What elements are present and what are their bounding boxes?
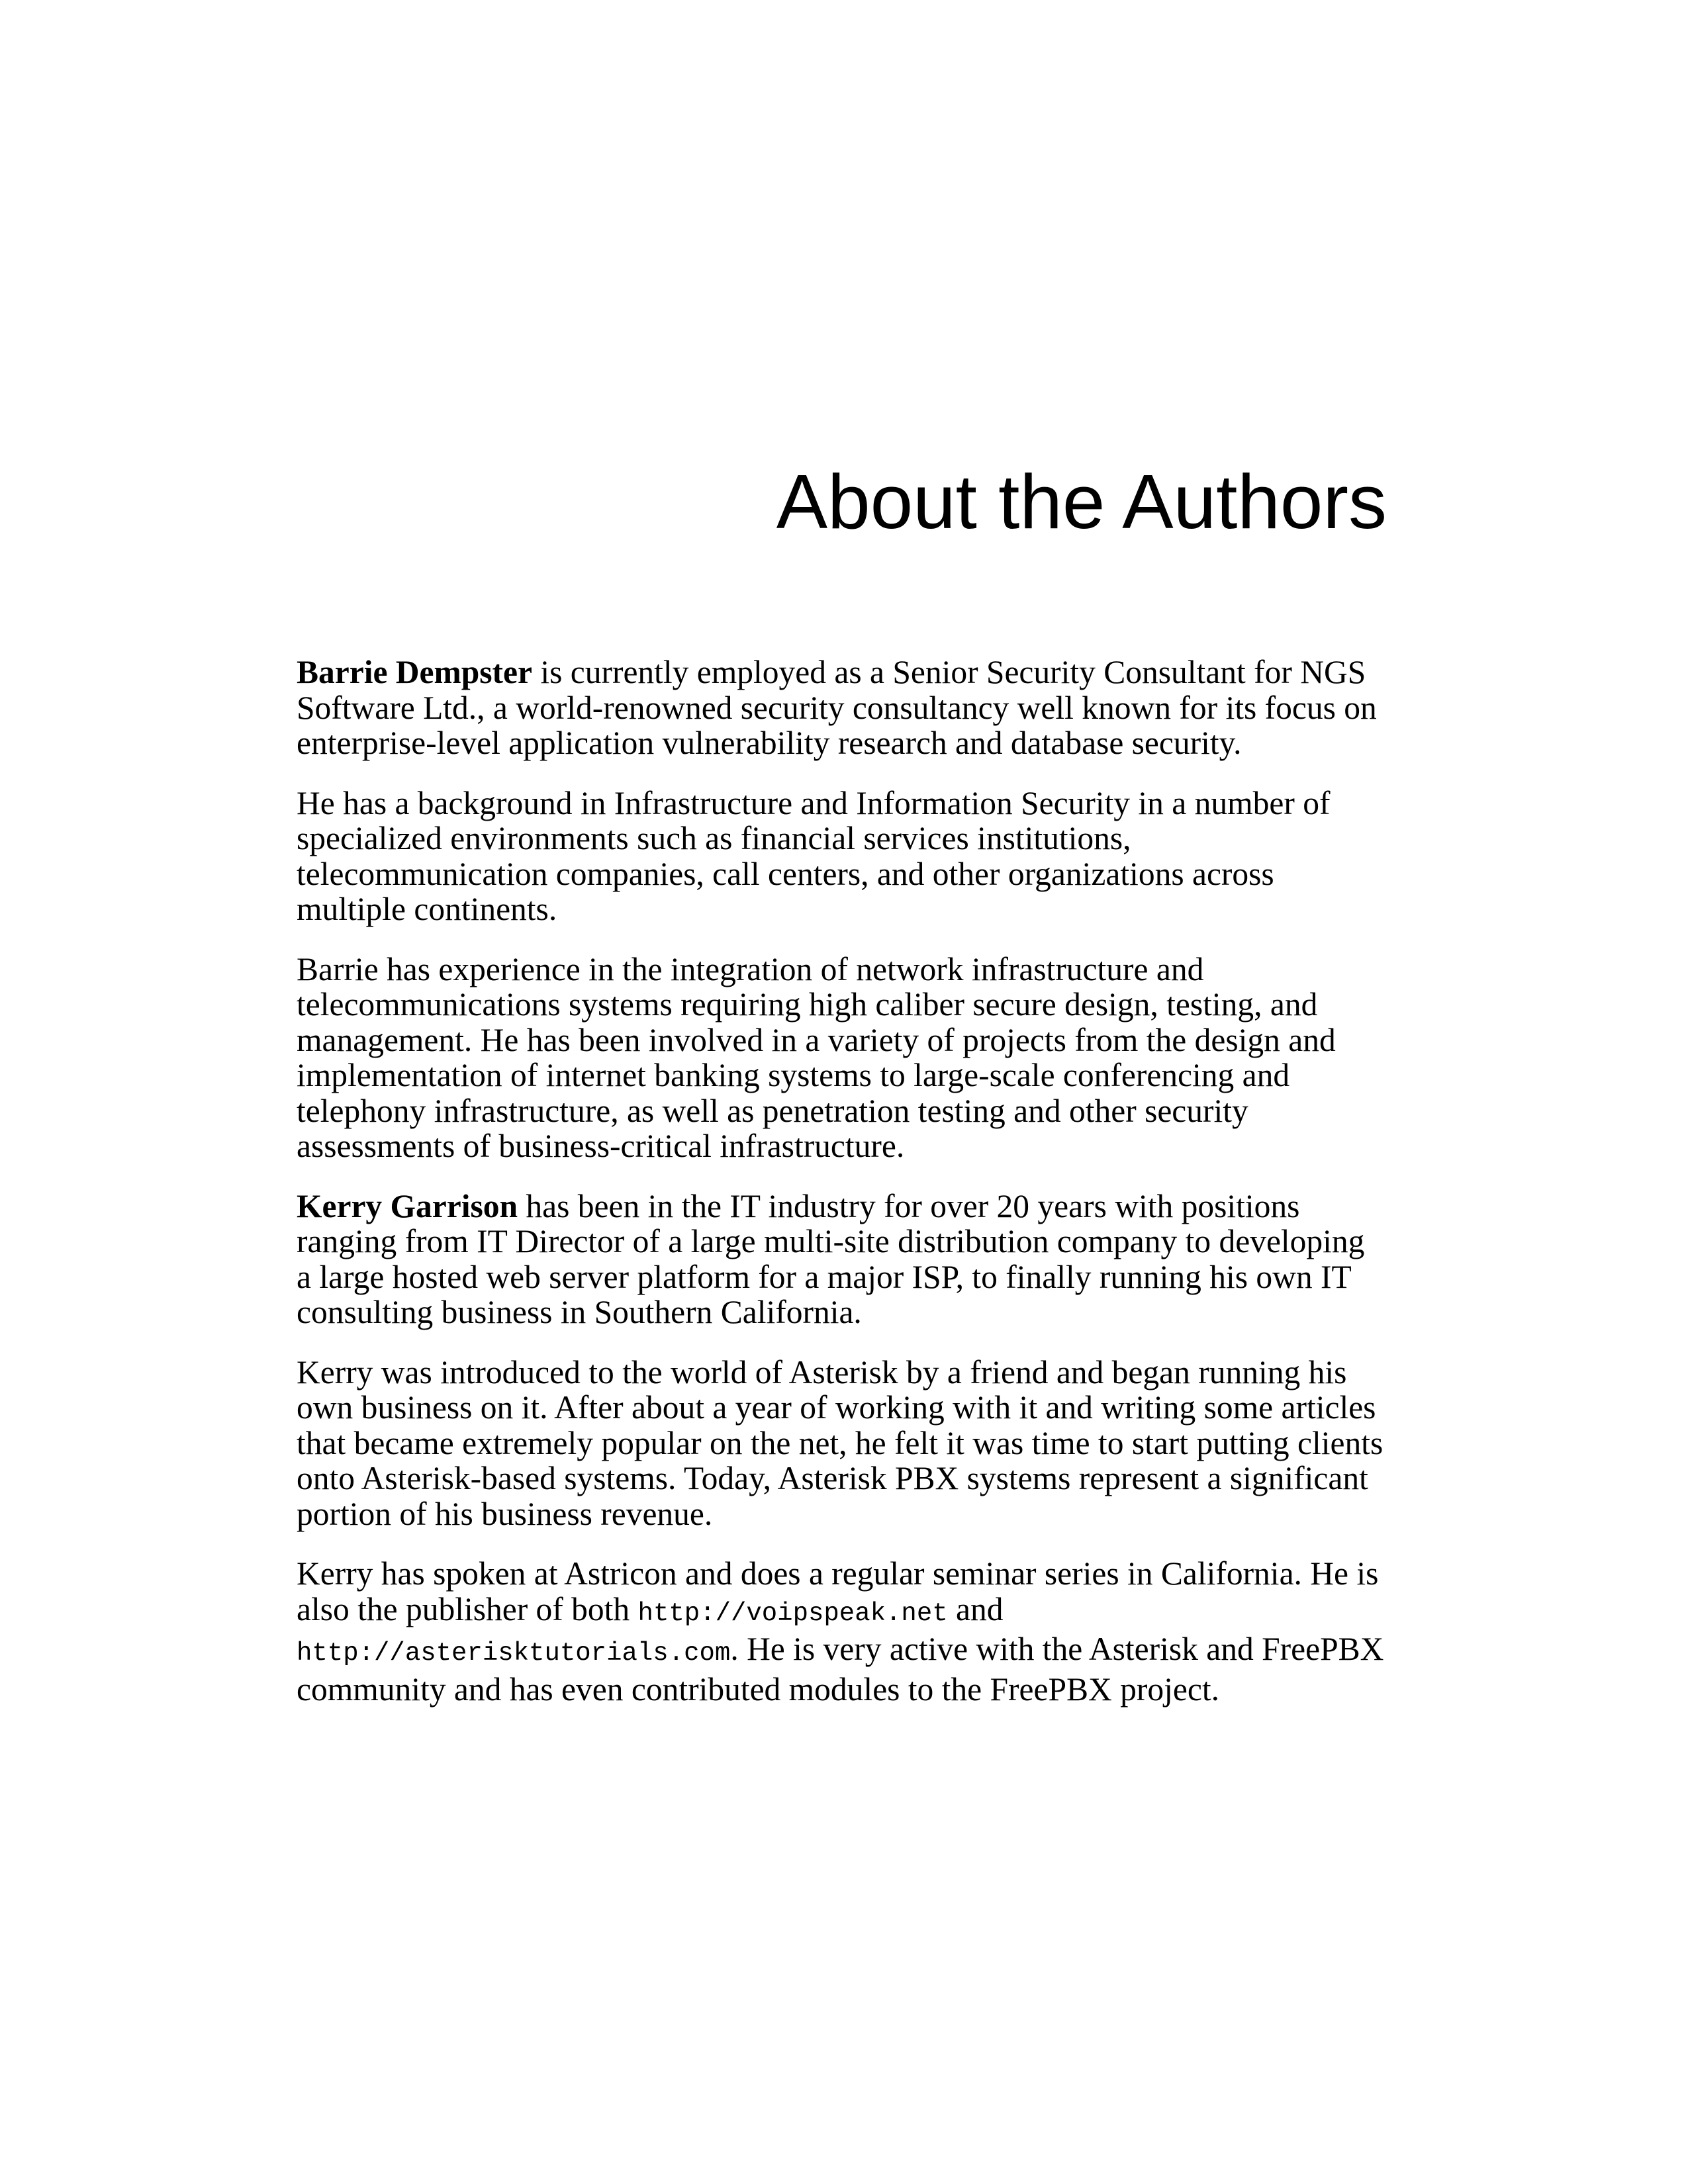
paragraph-kerry-intro: [297, 1189, 1387, 1330]
paragraph-barrie-intro: [297, 655, 1387, 761]
text-run: and: [947, 1590, 1004, 1627]
paragraph-barrie-experience: [297, 952, 1387, 1164]
text-run: Barrie has experience in the integration of network infrastructure and telecommunications systems requiring high caliber secure design, testing, and management. He has been involved in a variety of projects from the design and implementation of internet banking systems to large-scale conferencing and telephony infrastructure, as well as penetration testing and other security assessments of business-critical infrastructure.: [297, 950, 1336, 1164]
page-title: About the Authors: [776, 459, 1387, 545]
text-run: Kerry has spoken at Astricon and does a regular seminar series in California. He is also the publisher of both: [297, 1555, 1379, 1627]
paragraph-kerry-asterisk: [297, 1355, 1387, 1532]
author-name: Kerry Garrison: [297, 1187, 518, 1224]
url-text: http://asterisktutorials.com: [297, 1639, 731, 1668]
text-run: Kerry was introduced to the world of Asterisk by a friend and began running his own business on it. After about a year of working with it and writing some articles that became extremely popular on the net, he felt it was time to start putting clients onto Asterisk-based systems. Today, Asterisk PBX systems represent a significant portion of his business revenue.: [297, 1353, 1383, 1532]
body-text: [297, 655, 1387, 1731]
url-text: http://voipspeak.net: [637, 1598, 948, 1628]
paragraph-kerry-community: [297, 1556, 1387, 1707]
paragraph-barrie-background: [297, 786, 1387, 927]
text-run: He has a background in Infrastructure and Information Security in a number of specialized environments such as financial services institutions, telecommunication companies, call centers, and other organizations across multiple continents.: [297, 784, 1331, 927]
text-run: has been in the IT industry for over 20 years with positions ranging from IT Director of a large multi-site distribution company to developing a large hosted web server platform for a major ISP, to finally running his own IT consulting business in Southern California.: [297, 1187, 1365, 1330]
text-run: . He is very active with the Asterisk and FreePBX community and has even contributed modules to the FreePBX project.: [297, 1631, 1384, 1707]
text-run: is currently employed as a Senior Security Consultant for NGS Software Ltd., a world-renowned security consultancy well known for its focus on enterprise-level application vulnerability research and database security.: [297, 654, 1377, 761]
author-name: Barrie Dempster: [297, 654, 532, 690]
